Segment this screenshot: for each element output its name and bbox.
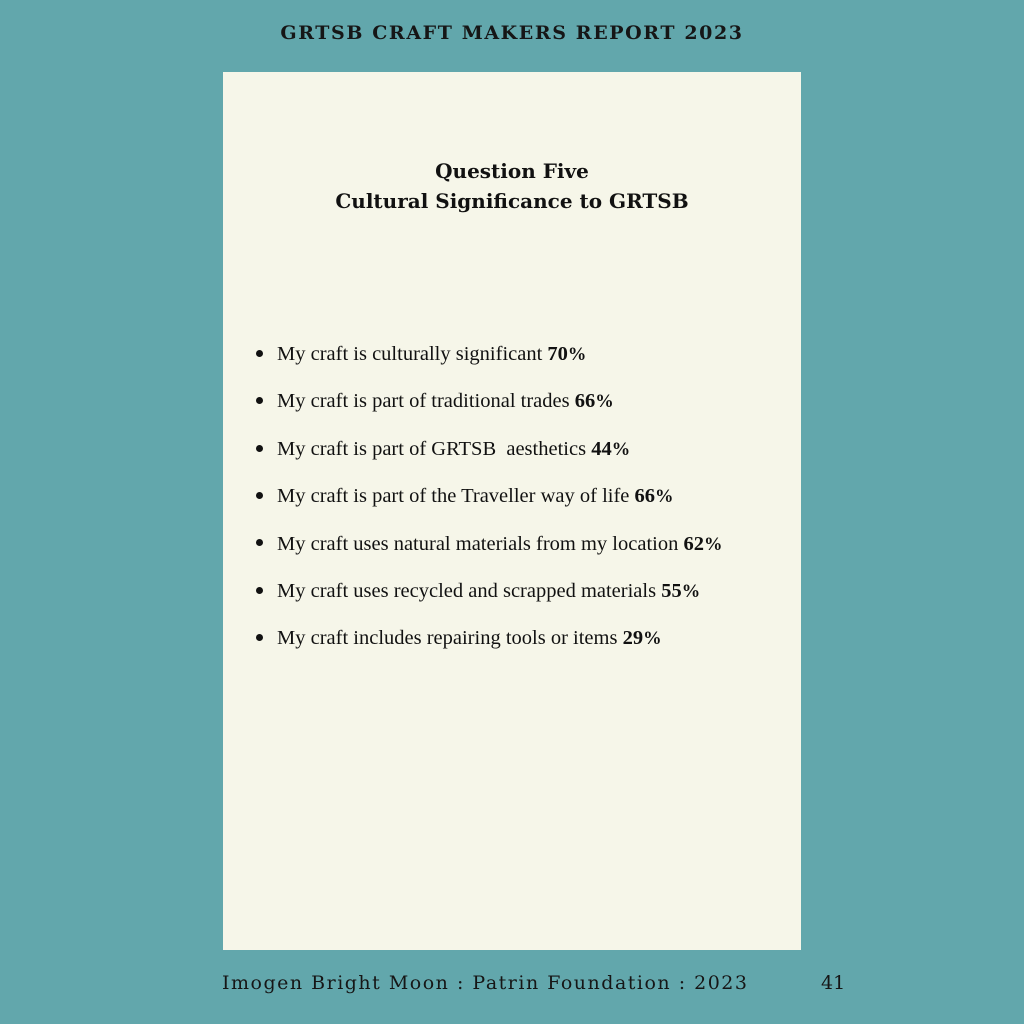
question-heading [223, 156, 801, 216]
bullet-icon [256, 397, 263, 404]
footer-credit: Imogen Bright Moon : Patrin Foundation : 2023 [222, 972, 749, 994]
finding-percentage: 66% [574, 390, 614, 413]
bullet-icon [256, 539, 263, 546]
finding-text: My craft uses natural materials from my location [277, 532, 679, 555]
bullet-icon [256, 445, 263, 452]
list-item [256, 435, 722, 482]
finding-percentage: 29% [622, 627, 662, 650]
finding-percentage: 66% [634, 485, 674, 508]
list-item [256, 577, 722, 624]
list-item [256, 387, 722, 434]
list-item [256, 482, 722, 529]
report-title: GRTSB CRAFT MAKERS REPORT 2023 [280, 22, 744, 44]
question-topic: Cultural Significance to GRTSB [335, 189, 689, 213]
finding-percentage: 62% [683, 532, 723, 555]
finding-text: My craft is part of the Traveller way of life [277, 485, 630, 508]
question-number: Question Five [435, 159, 589, 183]
bullet-icon [256, 492, 263, 499]
list-item [256, 624, 722, 671]
finding-text: My craft is culturally significant [277, 343, 543, 365]
finding-text: My craft is part of traditional trades [277, 390, 570, 413]
bullet-icon [256, 350, 263, 357]
list-item [256, 340, 722, 387]
bullet-icon [256, 634, 263, 641]
findings-list [256, 340, 722, 672]
finding-percentage: 44% [591, 437, 631, 460]
finding-text: My craft is part of GRTSB aesthetics [277, 437, 587, 460]
finding-percentage: 70% [547, 343, 587, 365]
page-number: 41 [821, 972, 846, 994]
bullet-icon [256, 587, 263, 594]
finding-percentage: 55% [661, 579, 701, 602]
page-card [223, 72, 801, 950]
finding-text: My craft includes repairing tools or items [277, 627, 618, 650]
finding-text: My craft uses recycled and scrapped materials [277, 579, 657, 602]
list-item [256, 530, 722, 577]
